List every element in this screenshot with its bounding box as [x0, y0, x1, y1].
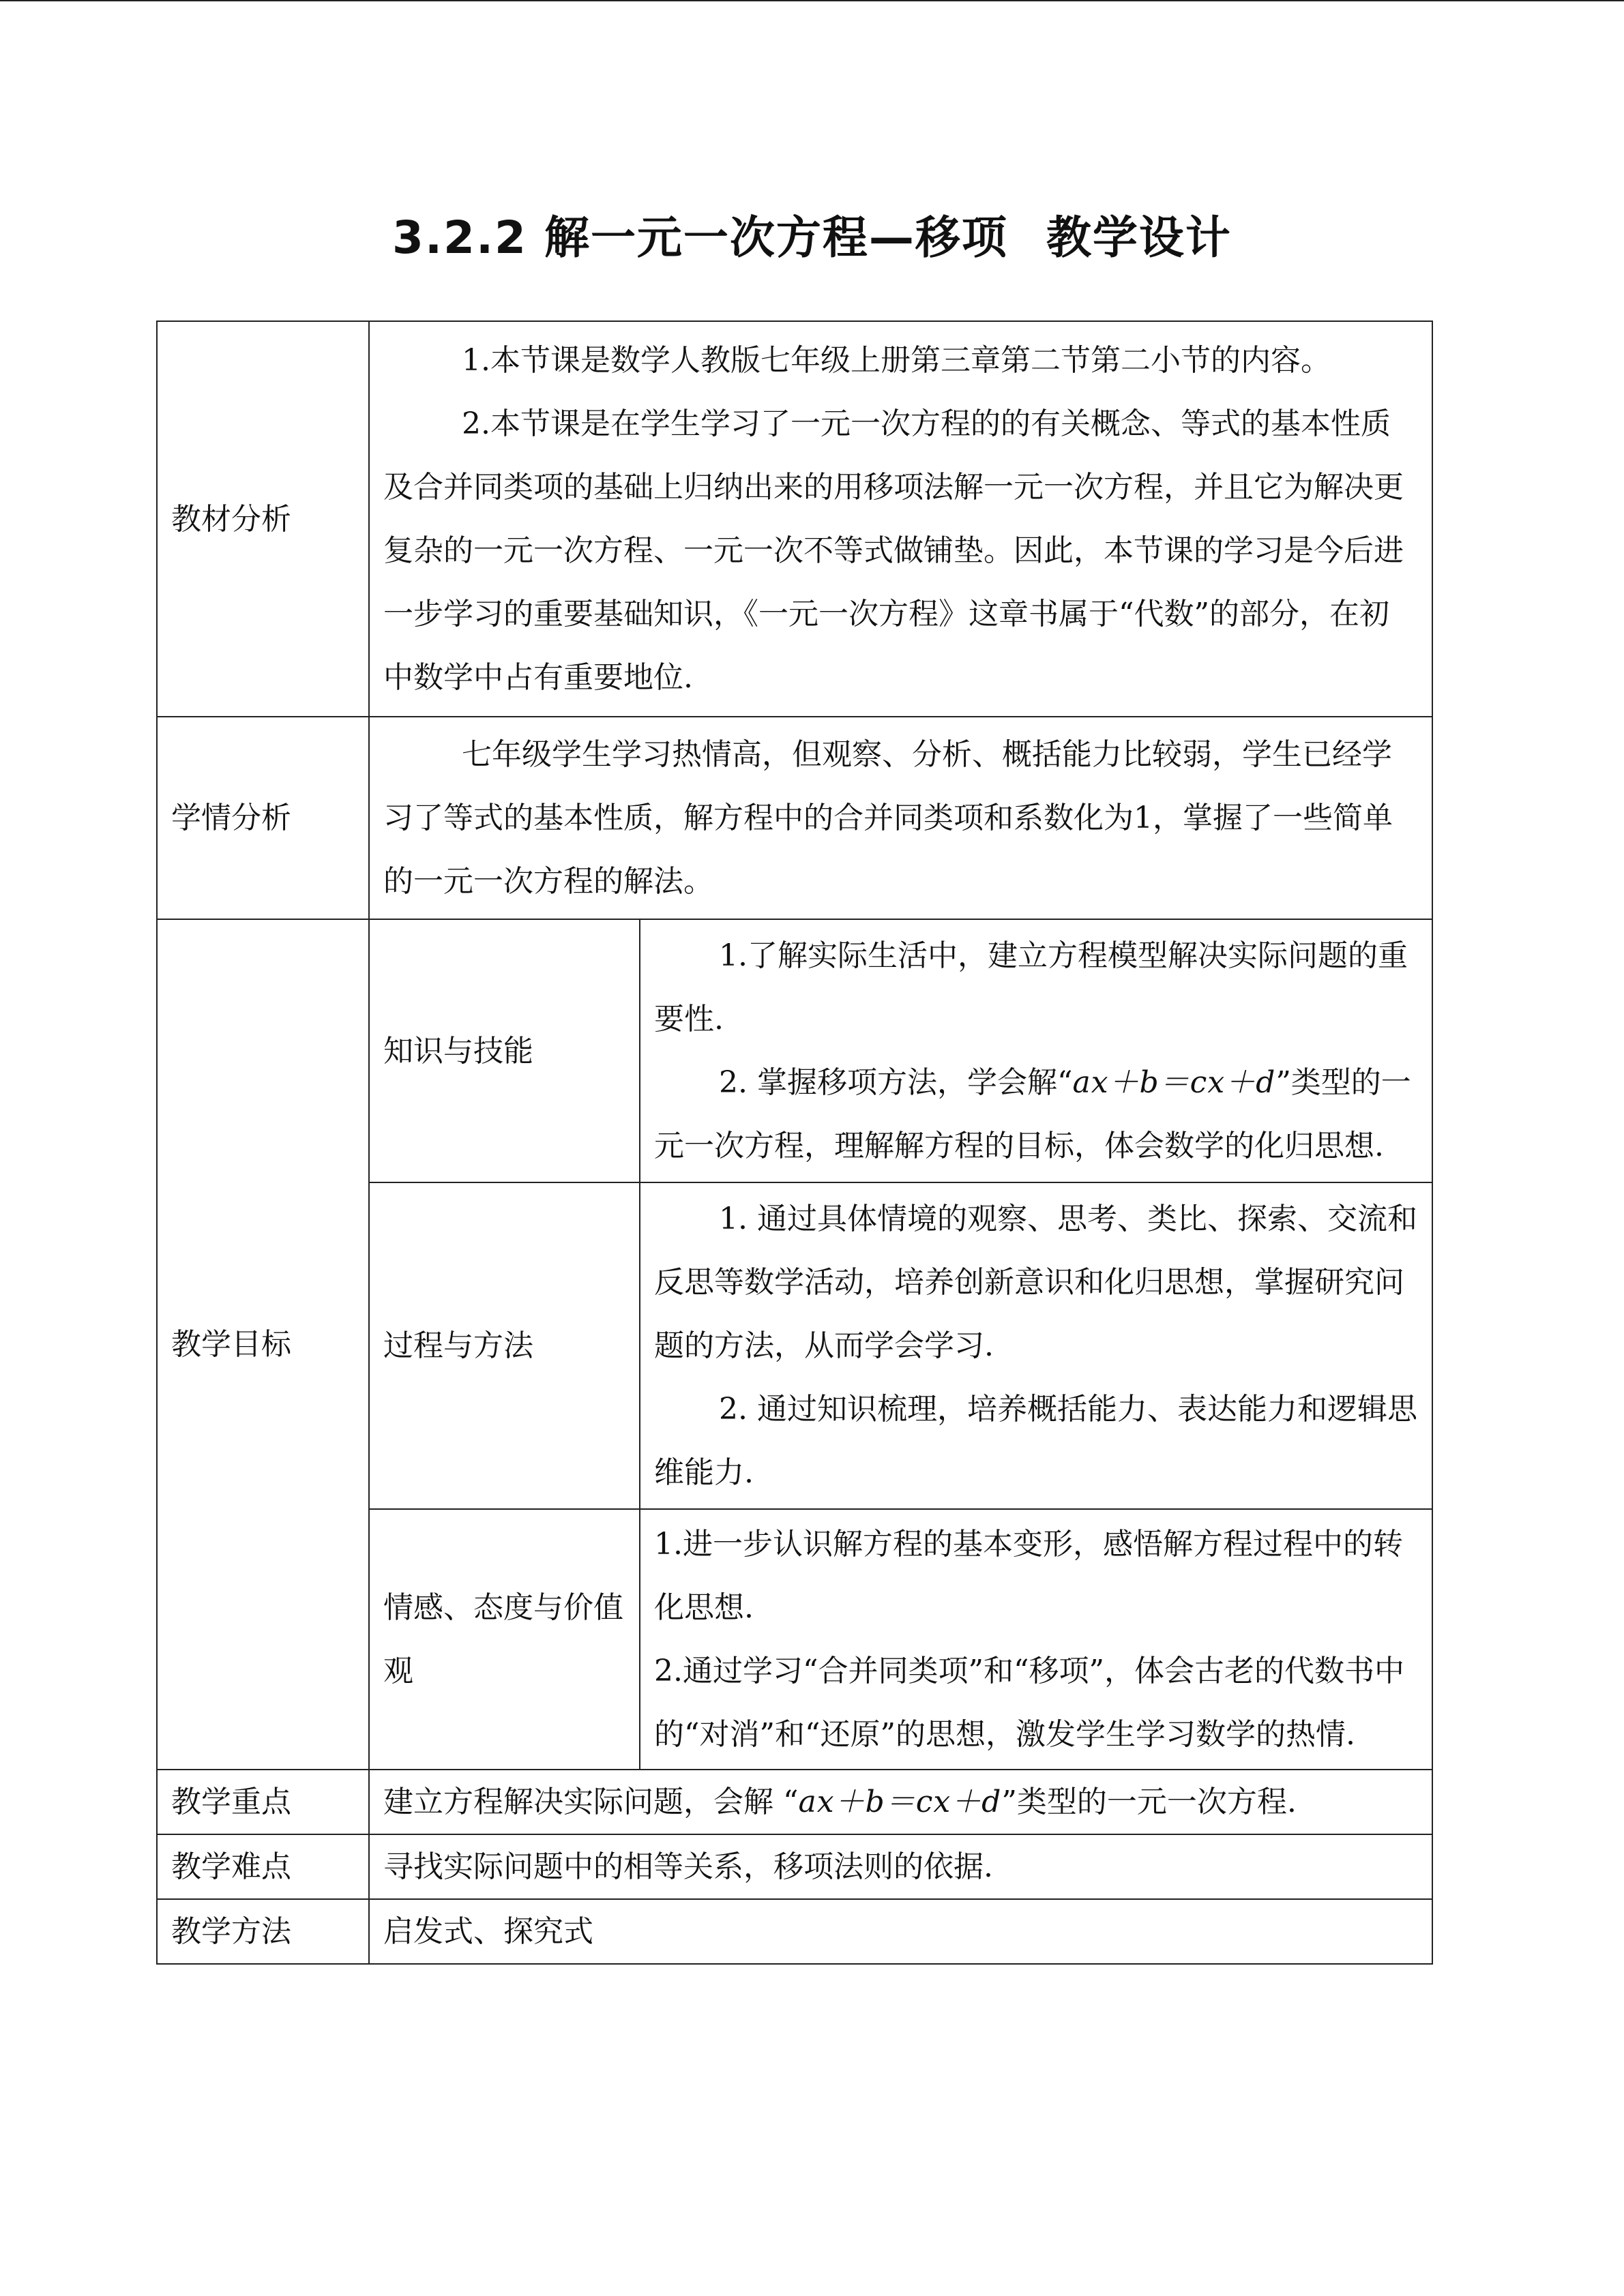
- process-method-content: [640, 1182, 1432, 1509]
- student-analysis-p1: 七年级学生学习热情高，但观察、分析、概括能力比较弱，学生已经学习了等式的基本性质，解方程中的合并同类项和系数化为1，掌握了一些简单的一元一次方程的解法。: [383, 737, 1393, 899]
- knowledge-skills-label: 知识与技能: [369, 919, 640, 1182]
- knowledge-p2: 2. 掌握移项方法，学会解“ax＋b＝cx＋d”类型的一元一次方程，理解解方程的目标，体会数学的化归思想.: [654, 1065, 1411, 1163]
- row-methods: [157, 1899, 1432, 1964]
- material-analysis-p2: 2.本节课是在学生学习了一元一次方程的的有关概念、等式的基本性质及合并同类项的基础上归纳出来的用移项法解一元一次方程，并且它为解决更复杂的一元一次方程、一元一次不等式做铺垫。因此，本节课的学习是今后进一步学习的重要基础知识，《一元一次方程》这章书属于“代数”的部分，在初中数学中占有重要地位.: [383, 406, 1404, 695]
- top-border-rule: [0, 0, 1624, 1]
- material-analysis-label: 教材分析: [157, 321, 369, 717]
- student-analysis-content: [369, 717, 1432, 919]
- difficulties-label: 教学难点: [157, 1834, 369, 1899]
- methods-label: 教学方法: [157, 1899, 369, 1964]
- process-p2: 2. 通过知识梳理，培养概括能力、表达能力和逻辑思维能力.: [654, 1392, 1417, 1490]
- teaching-goals-label: 教学目标: [157, 919, 369, 1770]
- row-material-analysis: [157, 321, 1432, 717]
- material-analysis-content: [369, 321, 1432, 717]
- material-analysis-p1: 1.本节课是数学人教版七年级上册第三章第二节第二小节的内容。: [462, 343, 1331, 378]
- methods-content: 启发式、探究式: [369, 1899, 1432, 1964]
- student-analysis-label: 学情分析: [157, 717, 369, 919]
- process-method-label: 过程与方法: [369, 1182, 640, 1509]
- process-p1: 1. 通过具体情境的观察、思考、类比、探索、交流和反思等数学活动，培养创新意识和化归思想，掌握研究问题的方法，从而学会学习.: [654, 1202, 1417, 1363]
- title-main: 3.2.2 解一元一次方程—移项: [392, 211, 1008, 264]
- attitude-p2: 2.通过学习“合并同类项”和“移项”，体会古老的代数书中的“对消”和“还原”的思想，激发学生学习数学的热情.: [654, 1654, 1404, 1752]
- difficulties-content: 寻找实际问题中的相等关系，移项法则的依据.: [369, 1834, 1432, 1899]
- knowledge-skills-content: [640, 919, 1432, 1182]
- knowledge-p1: 1.了解实际生活中，建立方程模型解决实际问题的重要性.: [654, 938, 1408, 1037]
- row-student-analysis: [157, 717, 1432, 919]
- equation-formula: ax＋b＝cx＋d: [1072, 1065, 1276, 1100]
- lesson-plan-table: [156, 320, 1433, 1965]
- row-goal-knowledge: [157, 919, 1432, 1182]
- attitude-p1: 1.进一步认识解方程的基本变形，感悟解方程过程中的转化思想.: [654, 1527, 1403, 1625]
- key-points-label: 教学重点: [157, 1770, 369, 1834]
- key-equation-formula: ax＋b＝cx＋d: [798, 1785, 1002, 1819]
- title-sub: 教学设计: [1046, 211, 1232, 264]
- row-key-points: [157, 1770, 1432, 1834]
- page-title: [0, 201, 1624, 266]
- attitude-values-content: [640, 1509, 1432, 1770]
- attitude-values-label: 情感、态度与价值观: [369, 1509, 640, 1770]
- key-points-content: 建立方程解决实际问题，会解 “ax＋b＝cx＋d”类型的一元一次方程.: [369, 1770, 1432, 1834]
- row-difficulties: [157, 1834, 1432, 1899]
